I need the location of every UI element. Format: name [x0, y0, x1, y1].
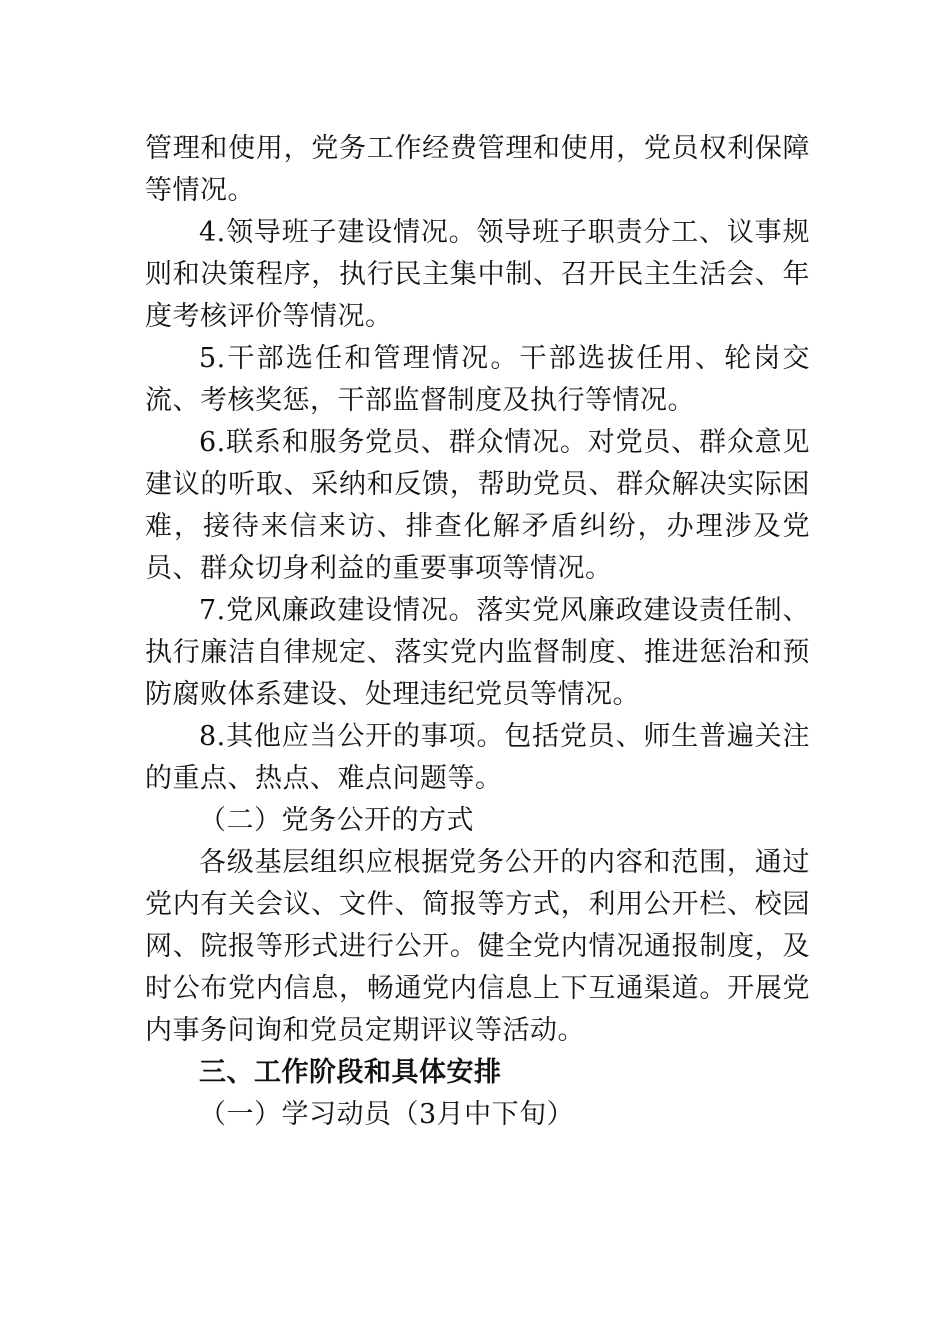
paragraph-item-4: 4.领导班子建设情况。领导班子职责分工、议事规则和决策程序，执行民主集中制、召开民主生活会、年度考核评价等情况。 — [145, 217, 810, 332]
paragraph-method: 各级基层组织应根据党务公开的内容和范围，通过党内有关会议、文件、简报等方式，利用公开栏、校园网、院报等形式进行公开。健全党内情况通报制度，及时公布党内信息，畅通党内信息上下互通渠道。开展党内事务问询和党员定期评议等活动。 — [145, 847, 810, 1046]
document-body — [145, 128, 810, 1136]
section-subheading-method: （二）党务公开的方式 — [199, 805, 474, 836]
section-heading-stages: 三、工作阶段和具体安排 — [199, 1057, 502, 1088]
paragraph-item-7: 7.党风廉政建设情况。落实党风廉政建设责任制、执行廉洁自律规定、落实党内监督制度、推进惩治和预防腐败体系建设、处理违纪党员等情况。 — [145, 595, 810, 710]
paragraph-item-5: 5.干部选任和管理情况。干部选拔任用、轮岗交流、考核奖惩，干部监督制度及执行等情况。 — [145, 343, 810, 416]
paragraph-continuation: 管理和使用，党务工作经费管理和使用，党员权利保障等情况。 — [145, 133, 810, 206]
section-subheading-mobilization: （一）学习动员（3月中下旬） — [199, 1099, 575, 1130]
paragraph-item-8: 8.其他应当公开的事项。包括党员、师生普遍关注的重点、热点、难点问题等。 — [145, 721, 810, 794]
paragraph-item-6: 6.联系和服务党员、群众情况。对党员、群众意见建议的听取、采纳和反馈，帮助党员、群众解决实际困难，接待来信来访、排查化解矛盾纠纷，办理涉及党员、群众切身利益的重要事项等情况。 — [145, 427, 810, 584]
